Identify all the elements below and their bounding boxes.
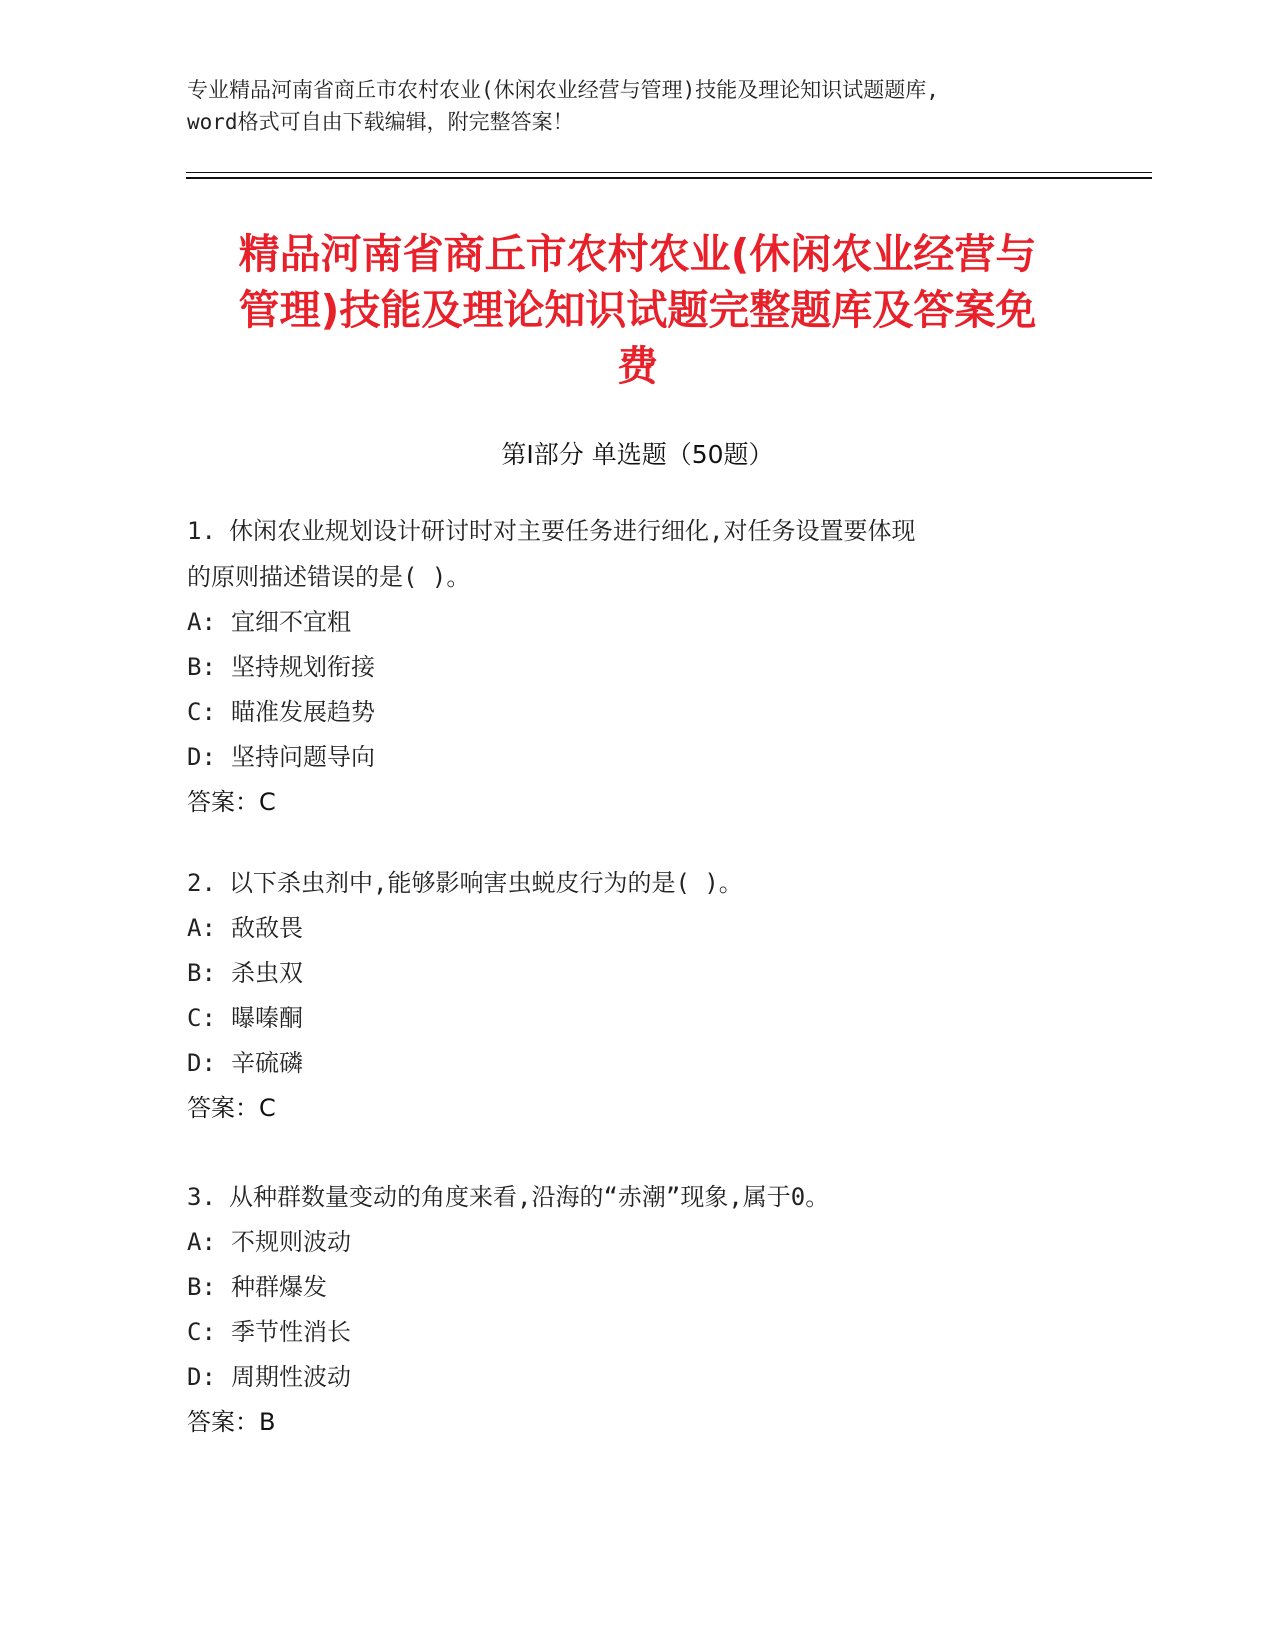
question-number: 3.: [187, 1183, 216, 1211]
header-rule-thin: [186, 172, 1152, 173]
option-key: C:: [187, 1004, 216, 1032]
answer-line: 答案：C: [187, 1094, 276, 1122]
option-text: 辛硫磷: [231, 1049, 303, 1077]
question-number: 2.: [187, 869, 216, 897]
option-text: 曝嗪酮: [231, 1004, 303, 1032]
option-d: [187, 735, 1087, 780]
option-c: [187, 996, 1087, 1041]
document-title-line-2: 管理)技能及理论知识试题完整题库及答案免: [238, 286, 1037, 334]
option-key: A:: [187, 914, 216, 942]
option-c: [187, 1310, 1087, 1355]
section-heading: 第Ⅰ部分 单选题（50题）: [501, 440, 774, 469]
option-text: 周期性波动: [231, 1363, 351, 1391]
option-a: [187, 600, 1087, 645]
question-stem-line: 的原则描述错误的是( )。: [187, 563, 471, 591]
option-key: D:: [187, 1363, 216, 1391]
option-key: A:: [187, 1228, 216, 1256]
option-text: 坚持规划衔接: [231, 653, 375, 681]
option-key: B:: [187, 653, 216, 681]
option-text: 不规则波动: [231, 1228, 351, 1256]
question-3: [187, 1174, 1087, 1445]
option-key: C:: [187, 1318, 216, 1346]
option-b: [187, 1265, 1087, 1310]
option-text: 季节性消长: [231, 1318, 351, 1346]
question-stem-text: 休闲农业规划设计研讨时对主要任务进行细化,对任务设置要体现: [229, 517, 916, 545]
option-key: B:: [187, 959, 216, 987]
document-title-line-1: 精品河南省商丘市农村农业(休闲农业经营与: [238, 230, 1037, 278]
question-stem-line: [187, 860, 1087, 906]
document-title-line-3: 费: [617, 342, 658, 390]
question-stem-text: 以下杀虫剂中,能够影响害虫蜕皮行为的是( )。: [229, 869, 743, 897]
option-text: 杀虫双: [231, 959, 303, 987]
option-key: D:: [187, 743, 216, 771]
question-stem-text: 从种群数量变动的角度来看,沿海的“赤潮”现象,属于0。: [229, 1183, 830, 1211]
question-stem-line: [187, 1174, 1087, 1220]
option-b: [187, 951, 1087, 996]
header-note-line-1: 专业精品河南省商丘市农村农业(休闲农业经营与管理)技能及理论知识试题题库,: [187, 78, 939, 102]
option-a: [187, 1220, 1087, 1265]
answer-line: 答案：B: [187, 1408, 276, 1436]
option-text: 敌敌畏: [231, 914, 303, 942]
header-rule-thick: [186, 177, 1152, 179]
option-text: 宜细不宜粗: [231, 608, 351, 636]
option-text: 瞄准发展趋势: [231, 698, 375, 726]
header-note-line-2: word格式可自由下载编辑，附完整答案！: [187, 110, 574, 134]
option-a: [187, 906, 1087, 951]
option-key: D:: [187, 1049, 216, 1077]
question-2: [187, 860, 1087, 1131]
option-c: [187, 690, 1087, 735]
option-b: [187, 645, 1087, 690]
option-key: C:: [187, 698, 216, 726]
header-note: [187, 74, 1087, 138]
option-key: B:: [187, 1273, 216, 1301]
option-text: 坚持问题导向: [231, 743, 375, 771]
document-title: [170, 226, 1105, 394]
answer-line: 答案：C: [187, 788, 276, 816]
option-key: A:: [187, 608, 216, 636]
question-stem-line: [187, 508, 1087, 554]
option-d: [187, 1041, 1087, 1086]
question-1: [187, 508, 1087, 825]
option-d: [187, 1355, 1087, 1400]
option-text: 种群爆发: [231, 1273, 327, 1301]
question-number: 1.: [187, 517, 216, 545]
